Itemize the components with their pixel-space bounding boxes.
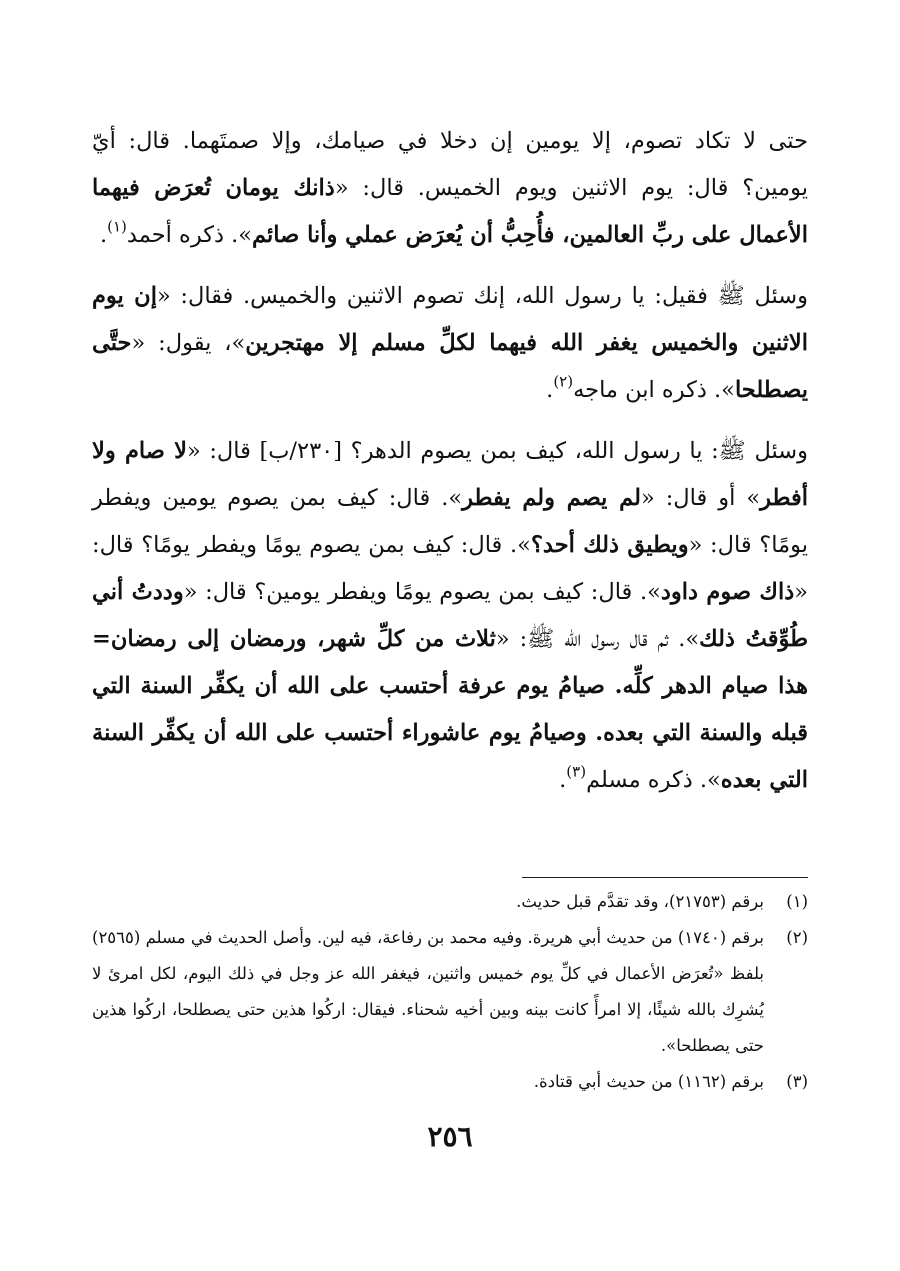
paragraph-2-text: وسئل ﷺ فقيل: يا رسول الله، إنك تصوم الاثنين والخميس. فقال: « [156,283,808,309]
paragraph-1-text: حتى لا تكاد تصوم، إلا يومين إن دخلا في صيامك، وإلا صمتَهما. قال: أيّ يومين؟ قال: يوم الاثنين ويوم الخميس. قال: « [92,128,808,201]
hadith-quote: ذانك يومان تُعرَض فيهما الأعمال على ربِّ العالمين، فأُحِبُّ أن يُعرَض عملي وأنا صائم [92,175,808,248]
hadith-quote: ثلاث من كلِّ شهر، ورمضان إلى رمضان= هذا صيام الدهر كلِّه. صيامُ يوم عرفة أحتسب على الله أن يكفِّر السنة التي قبله والسنة التي بعده. وصيامُ يوم عاشوراء أحتسب على الله أن يكفِّر السنة التي بعده [92,626,808,793]
footnote-marker-3[interactable]: (٣) [566,762,587,781]
paragraph-2-end: . [546,377,554,403]
main-text [92,118,808,818]
paragraph-3-text: وسئل ﷺ: يا رسول الله، كيف بمن يصوم الدهر؟ [٢٣٠/ب] قال: « [186,438,808,464]
paragraph-3-text: » أو قال: « [640,485,761,511]
paragraph-3-attribution: ». ذكره مسلم [586,767,721,793]
paragraph-3-end: . [559,767,567,793]
paragraph-2-attribution: ». ذكره ابن ماجه [573,377,735,403]
paragraph-3-text: ». قال: كيف بمن يصوم يومين ويفطر يومًا؟ قال: « [92,485,808,558]
footnote-text: برقم (١٧٤٠) من حديث أبي هريرة. وفيه محمد بن رفاعة، فيه لين. وأصل الحديث في مسلم (٢٥٦٥) بلفظ «تُعرَض الأعمال في كلِّ يوم خميس واثنين، فيغفر الله عز وجل في ذلك اليوم، لكل امرئ لا يُشرِك بالله شيئًا، إلا امرأً كانت بينه وبين أخيه شحناء. فيقال: اركُوا هذين حتى يصطلحا، اركُوا هذين حتى يصطلحا». [92,928,764,1055]
hadith-quote: وددتُ أني طُوِّقتُ ذلك [92,579,808,652]
paragraph-3 [92,428,808,804]
paragraph-2 [92,273,808,414]
paragraph-3-text: ». قال: كيف بمن يصوم يومًا ويفطر يومين؟ قال: « [183,579,661,605]
footnote-text: برقم (١١٦٢) من حديث أبي قتادة. [533,1072,764,1091]
hadith-quote: لا صام ولا أفطر [92,438,808,511]
footnote-2 [92,920,808,1064]
footnote-number: (١) [786,892,808,911]
hadith-quote: إن يوم الاثنين والخميس يغفر الله فيهما لكلِّ مسلم إلا مهتجرين [92,283,808,356]
hadith-quote: ذاك صوم داود [660,579,795,605]
footnote-number: (٢) [786,928,808,947]
footnote-text: برقم (٢١٧٥٣)، وقد تقدَّم قبل حديث. [516,892,764,911]
hadith-quote: ويطيق ذلك أحد؟ [530,532,689,558]
paragraph-2-text: »، يقول: « [131,330,246,356]
paragraph-1 [92,118,808,259]
footnote-number: (٣) [786,1072,808,1091]
hadith-quote: لم يصم ولم يفطر [462,485,641,511]
footnote-1 [92,884,808,920]
paragraph-1-end: . [99,222,108,248]
footnote-marker-1[interactable]: (١) [107,217,127,236]
footnotes [92,884,808,1100]
footnote-separator [522,877,808,878]
paragraph-3-text: ». ثم قال رسول الله ﷺ: « [495,626,700,652]
paragraph-3-text: ». قال: كيف بمن يصوم يومًا ويفطر يومًا؟ قال: « [92,532,809,605]
page-number: ٢٥٦ [427,1120,473,1153]
paragraph-1-attribution: ». ذكره أحمد [126,222,253,248]
hadith-quote: حتَّى يصطلحا [92,330,808,403]
footnote-3 [92,1064,808,1100]
footnote-marker-2[interactable]: (٢) [553,372,574,391]
